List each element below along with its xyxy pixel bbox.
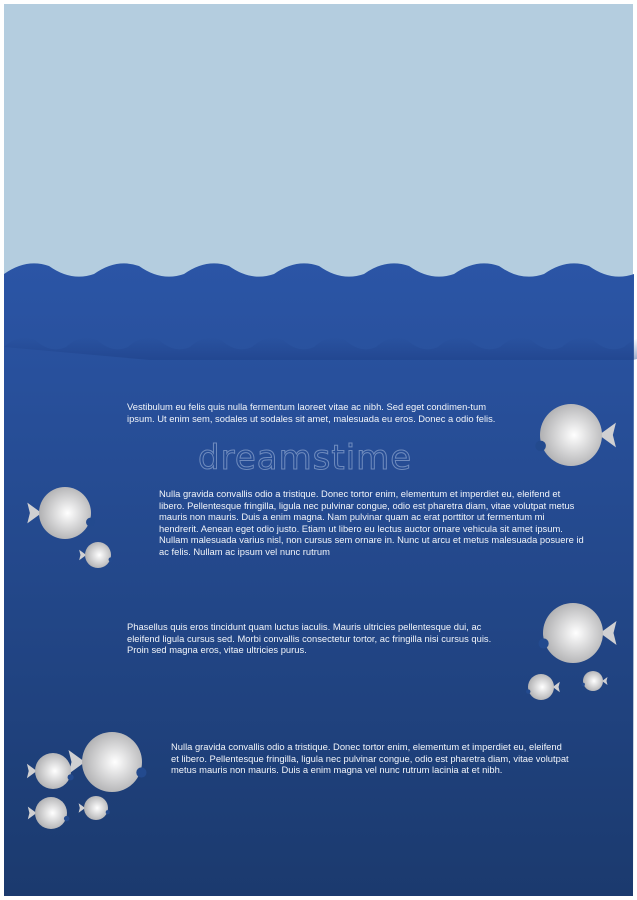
paragraph-3: Phasellus quis eros tincidunt quam luctus iaculis. Mauris ultricies pellentesque dui, ac eleifend ligula cursus sed. Morbi convallis consectetur tortor, ac fringilla nisi cursus quis. Proin sed magna eros, vitae ultricies purus. xyxy=(127,621,492,656)
watermark: dreamstime xyxy=(198,438,413,478)
sky xyxy=(4,4,633,294)
paragraph-4: Nulla gravida convallis odio a tristique. Donec tortor enim, elementum et imperdiet eu, eleifend et libero. Pellentesque fringilla, ligula nec pulvinar congue, odio est pharetra diam, vitae volutpat metus mauris non mauris. Duis a enim magna vel nunc rutrum lacinia at et nibh. xyxy=(171,741,569,776)
paragraph-1: Vestibulum eu felis quis nulla fermentum laoreet vitae ac nibh. Sed eget condimen-tum ipsum. Ut enim sem, sodales ut sodales sit amet, malesuada eu eros. Donec a odio felis. xyxy=(127,401,496,424)
paragraph-2: Nulla gravida convallis odio a tristique. Donec tortor enim, elementum et imperdiet eu, eleifend et libero. Pellentesque fringilla, ligula nec pulvinar congue, odio est pharetra diam, vitae volutpat metus mauris non mauris. Duis a enim magna. Nam pulvinar quam ac erat porttitor ut fermentum mi hendrerit. Aenean eget odio justo. Etiam ut libero eu lectus auctor ornare vehicula sit amet ipsum. Nullam malesuada varius nisl, non cursus sem ornare in. Nunc ut arcu et metus malesuada posuere id ac felis. Nullam ac ipsum vel nunc rutrum xyxy=(159,488,584,557)
